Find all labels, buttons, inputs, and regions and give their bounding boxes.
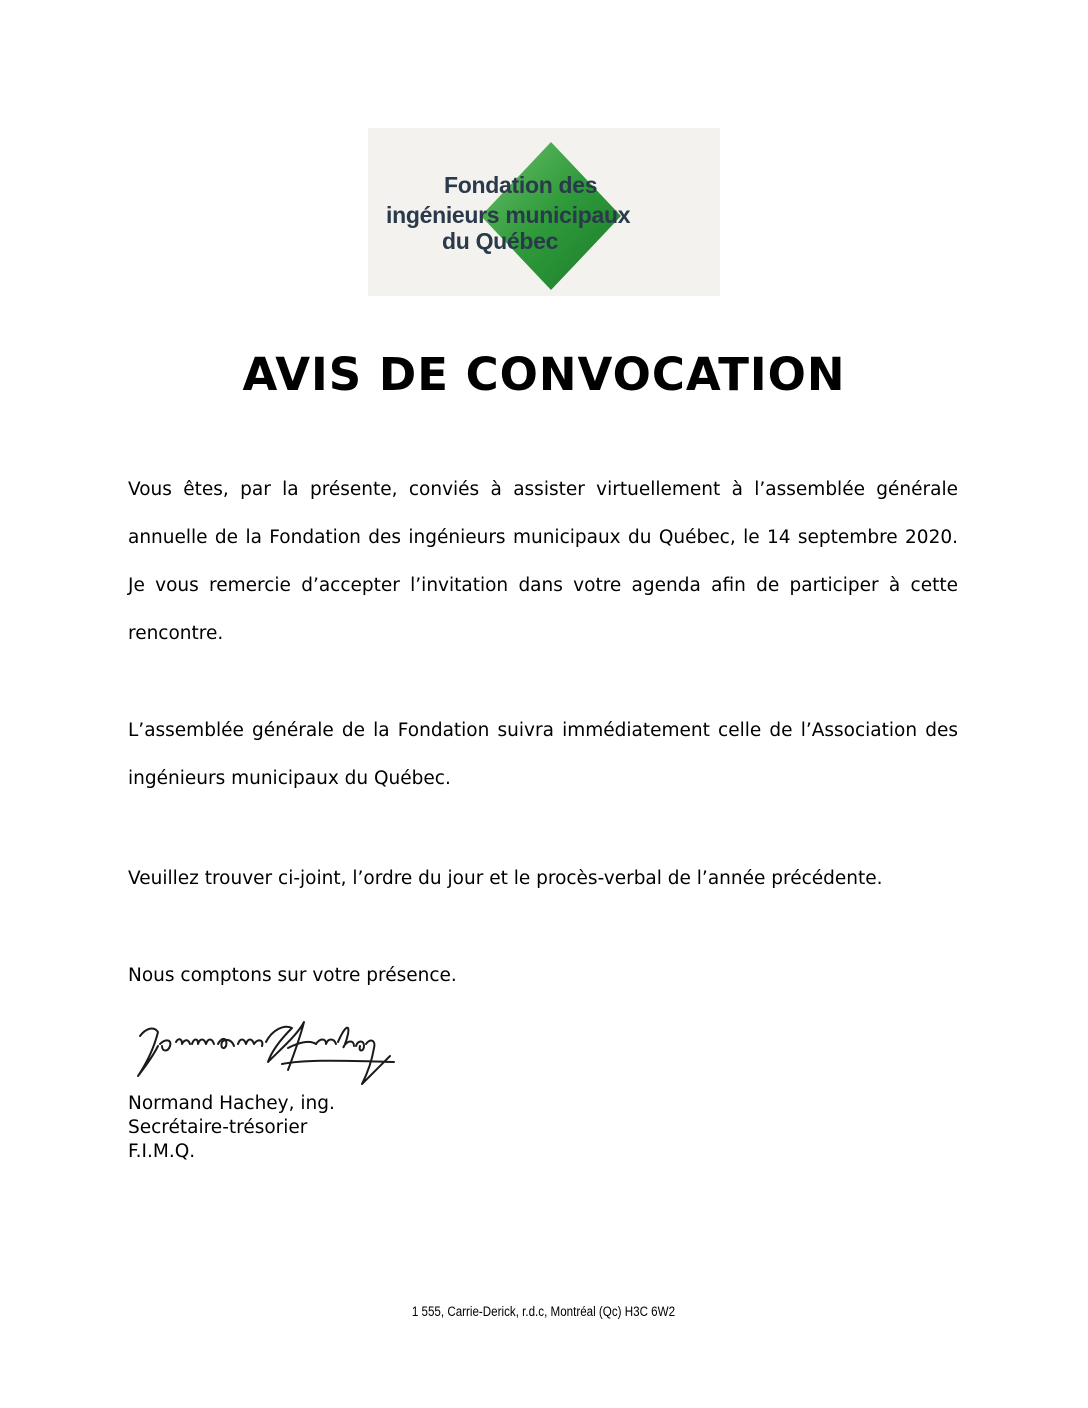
logo-text-line-1: Fondation des (444, 172, 598, 198)
handwritten-signature (132, 1008, 400, 1090)
logo-text-line-3: du Québec (442, 228, 559, 254)
paragraph-schedule: L’assemblée générale de la Fondation suivra immédiatement celle de l’Association des ingénieurs municipaux du Québec. (128, 720, 958, 789)
paragraph-invitation: Vous êtes, par la présente, conviés à assister virtuellement à l’assemblée générale annuelle de la Fondation des ingénieurs municipaux du Québec, le 14 septembre 2020. Je vous remercie d’accepter l’invitation dans votre agenda afin de participer à cette rencontre. (128, 479, 958, 644)
footer-address: 1 555, Carrie-Derick, r.d.c, Montréal (Qc) H3C 6W2 (411, 1304, 676, 1319)
foundation-logo (368, 128, 720, 296)
logo-text-line-2: ingénieurs municipaux (386, 202, 631, 228)
paragraph-attachments: Veuillez trouver ci-joint, l’ordre du jour et le procès-verbal de l’année précédente. (128, 868, 883, 889)
paragraph-closing: Nous comptons sur votre présence. (128, 965, 457, 986)
signer-organization: F.I.M.Q. (128, 1141, 196, 1162)
signer-block (128, 1092, 335, 1164)
signer-role: Secrétaire-trésorier (128, 1117, 308, 1138)
signer-name: Normand Hachey, ing. (128, 1093, 335, 1114)
page-title: AVIS DE CONVOCATION (242, 348, 846, 401)
